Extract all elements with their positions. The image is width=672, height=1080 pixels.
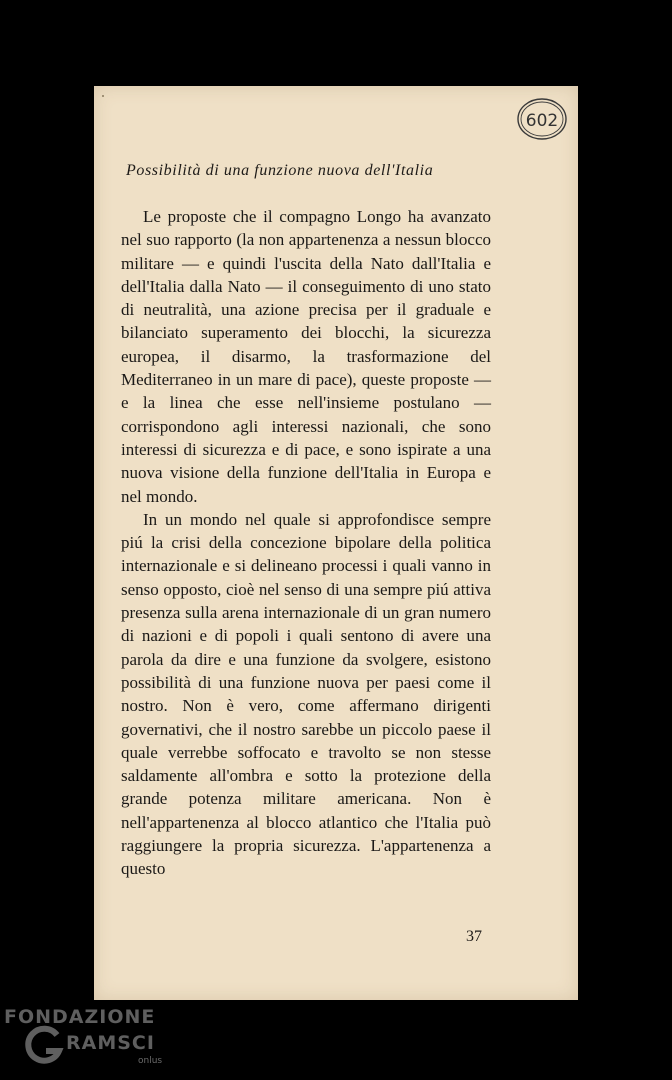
fondazione-gramsci-logo <box>2 1006 172 1076</box>
stamp-number: 602 <box>525 111 559 131</box>
page-number: 37 <box>466 928 482 945</box>
logo-line-1: FONDAZIONE <box>4 1006 156 1028</box>
logo-line-2: RAMSCI <box>66 1032 155 1054</box>
page-body <box>121 205 491 881</box>
paragraph-1: Le proposte che il compagno Longo ha avanzato nel suo rapporto (la non appartenenza a nessun blocco militare — e quindi l'uscita della Nato dall'Italia e dell'Italia dalla Nato — il conseguimento di uno stato di neutralità, una azione precisa per il graduale e bilanciato superamento dei blocchi, la sicurezza europea, il disarmo, la trasformazione del Mediterraneo in un mare di pace), queste proposte — e la linea che esse nell'insieme postulano — corrispondono agli interessi nazionali, che sono interessi di sicurezza e di pace, e sono ispirate a una nuova visione della funzione dell'Italia in Europa e nel mondo. <box>121 207 491 506</box>
logo-line-3: onlus <box>138 1056 163 1066</box>
page-heading: Possibilità di una funzione nuova dell'Italia <box>126 162 434 179</box>
paper-speck <box>102 95 104 97</box>
logo-g-letter-icon <box>24 1024 66 1066</box>
archive-number-stamp <box>516 96 568 142</box>
paragraph-2: In un mondo nel quale si approfondisce sempre piú la crisi della concezione bipolare della politica internazionale e si delineano processi i quali vanno in senso opposto, cioè nel senso di una sempre piú attiva presenza sulla arena internazionale di un gran numero di nazioni e di popoli i quali sentono di avere una parola da dire e una funzione da svolgere, esistono possibilità di una funzione nuova per paesi come il nostro. Non è vero, come affermano dirigenti governativi, che il nostro sarebbe un piccolo paese il quale verrebbe soffocato e travolto se non stesse saldamente all'ombra e sotto la protezione della grande potenza militare americana. Non è nell'appartenenza al blocco atlantico che l'Italia può raggiungere la propria sicurezza. L'appartenenza a questo <box>121 509 491 879</box>
